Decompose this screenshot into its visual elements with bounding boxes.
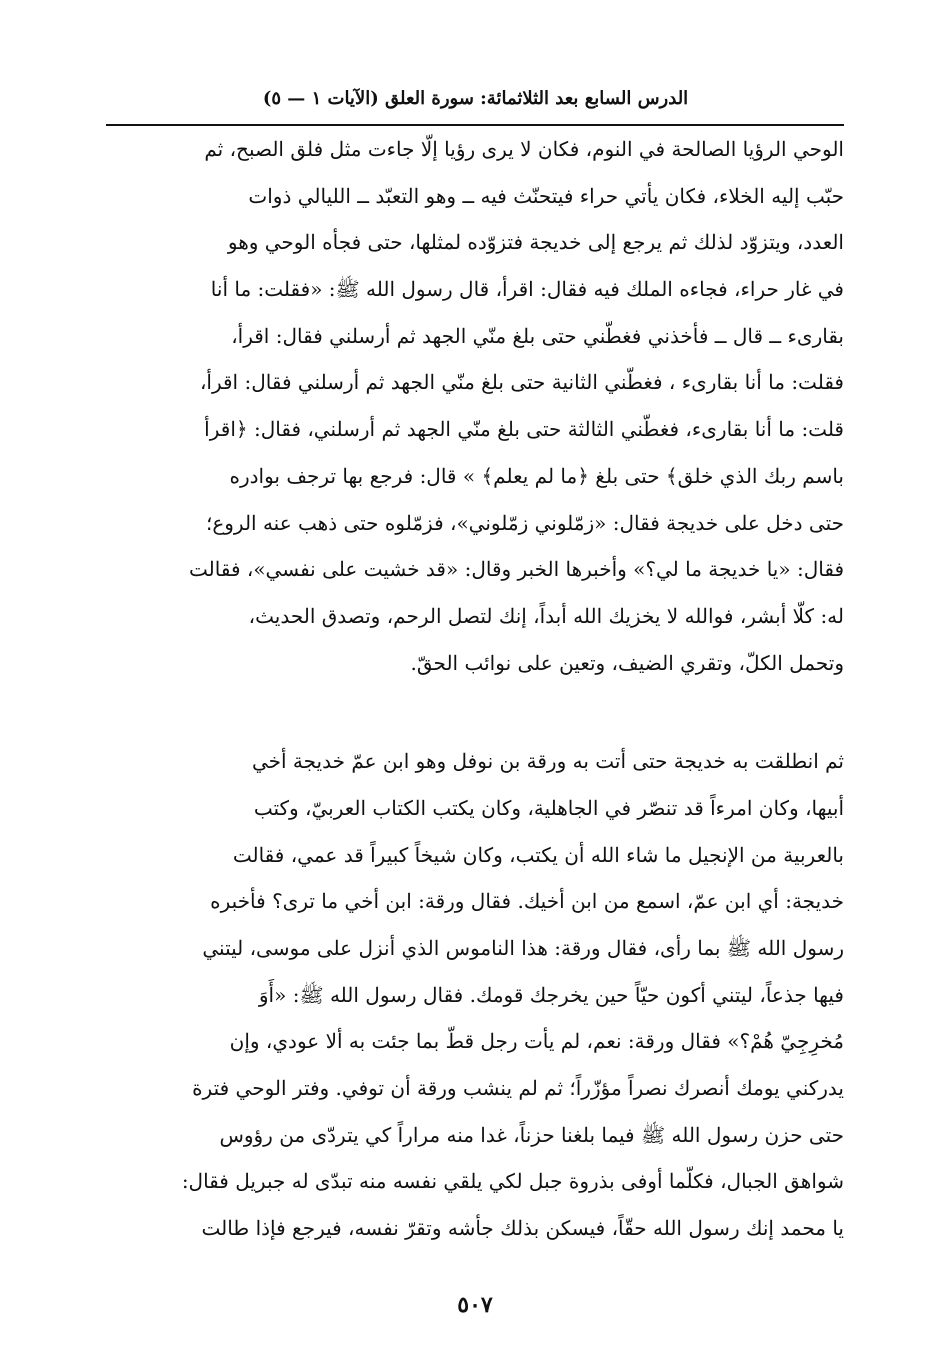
- text-line: باسم ربك الذي خلق﴾ حتى بلغ ﴿ما لم يعلم﴾ » قال: فرجع بها ترجف بوادره: [229, 463, 844, 488]
- text-line: وتحمل الكلّ، وتقري الضيف، وتعين على نوائب الحقّ.: [410, 650, 844, 675]
- text-line: بقارىء ــ قال ــ فأخذني فغطّني حتى بلغ منّي الجهد ثم أرسلني فقال: اقرأ،: [231, 323, 844, 348]
- paragraph-2: [106, 738, 844, 1252]
- text-line: له: كلّا أبشر، فوالله لا يخزيك الله أبداً، إنك لتصل الرحم، وتصدق الحديث،: [248, 603, 844, 628]
- paragraph-spacer: [106, 686, 844, 738]
- text-line: حتى دخل على خديجة فقال: «زمّلوني زمّلوني»، فزمّلوه حتى ذهب عنه الروع؛: [205, 510, 844, 535]
- text-line: رسول الله ﷺ بما رأى، فقال ورقة: هذا الناموس الذي أنزل على موسى، ليتني: [202, 936, 844, 960]
- text-line: أبيها، وكان امرءاً قد تنصّر في الجاهلية، وكان يكتب الكتاب العربيّ، وكتب: [253, 795, 844, 820]
- text-line: حبّب إليه الخلاء، فكان يأتي حراء فيتحنّث فيه ــ وهو التعبّد ــ الليالي ذوات: [248, 183, 844, 208]
- text-line: الوحي الرؤيا الصالحة في النوم، فكان لا يرى رؤيا إلّا جاءت مثل فلق الصبح، ثم: [204, 137, 844, 161]
- text-line: يا محمد إنك رسول الله حقّاً، فيسكن بذلك جأشه وتقرّ نفسه، فيرجع فإذا طالت: [201, 1216, 844, 1241]
- page-number: ٥٠٧: [457, 1292, 493, 1318]
- running-header: الدرس السابع بعد الثلاثمائة: سورة العلق (الآيات ١ — ٥): [262, 88, 689, 109]
- text-line: شواهق الجبال، فكلّما أوفى بذروة جبل لكي يلقي نفسه منه تبدّى له جبريل فقال:: [181, 1169, 844, 1194]
- text-line: فقلت: ما أنا بقارىء ، فغطّني الثانية حتى بلغ منّي الجهد ثم أرسلني فقال: اقرأ،: [199, 370, 844, 395]
- text-line: حتى حزن رسول الله ﷺ فيما بلغنا حزناً، غدا منه مراراً كي يتردّى من رؤوس: [219, 1122, 844, 1147]
- text-line: العدد، ويتزوّد لذلك ثم يرجع إلى خديجة فتزوّده لمثلها، حتى فجأه الوحي وهو: [227, 230, 844, 255]
- text-line: فقال: «يا خديجة ما لي؟» وأخبرها الخبر وقال: «قد خشيت على نفسي»، فقالت: [189, 557, 844, 582]
- paragraph-1: [106, 126, 844, 686]
- body-text: [106, 126, 844, 1252]
- text-line: بالعربية من الإنجيل ما شاء الله أن يكتب، وكان شيخاً كبيراً قد عمي، فقالت: [232, 842, 844, 867]
- text-line: خديجة: أي ابن عمّ، اسمع من ابن أخيك. فقال ورقة: ابن أخي ما ترى؟ فأخبره: [210, 889, 844, 914]
- text-line: مُخرِجِيّ هُمْ؟» فقال ورقة: نعم، لم يأت رجل قطّ بما جئت به ألا عودي، وإن: [229, 1029, 844, 1054]
- text-line: ثم انطلقت به خديجة حتى أتت به ورقة بن نوفل وهو ابن عمّ خديجة أخي: [251, 749, 844, 774]
- text-line: يدركني يومك أنصرك نصراً مؤزّراً؛ ثم لم ينشب ورقة أن توفي. وفتر الوحي فترة: [192, 1076, 844, 1101]
- text-line: قلت: ما أنا بقارىء، فغطّني الثالثة حتى بلغ منّي الجهد ثم أرسلني، فقال: ﴿اقرأ: [204, 417, 844, 442]
- text-line: فيها جذعاً، ليتني أكون حيّاً حين يخرجك قومك. فقال رسول الله ﷺ: «أَوَ: [258, 982, 844, 1007]
- text-line: في غار حراء، فجاءه الملك فيه فقال: اقرأ، قال رسول الله ﷺ: «فقلت: ما أنا: [210, 277, 844, 302]
